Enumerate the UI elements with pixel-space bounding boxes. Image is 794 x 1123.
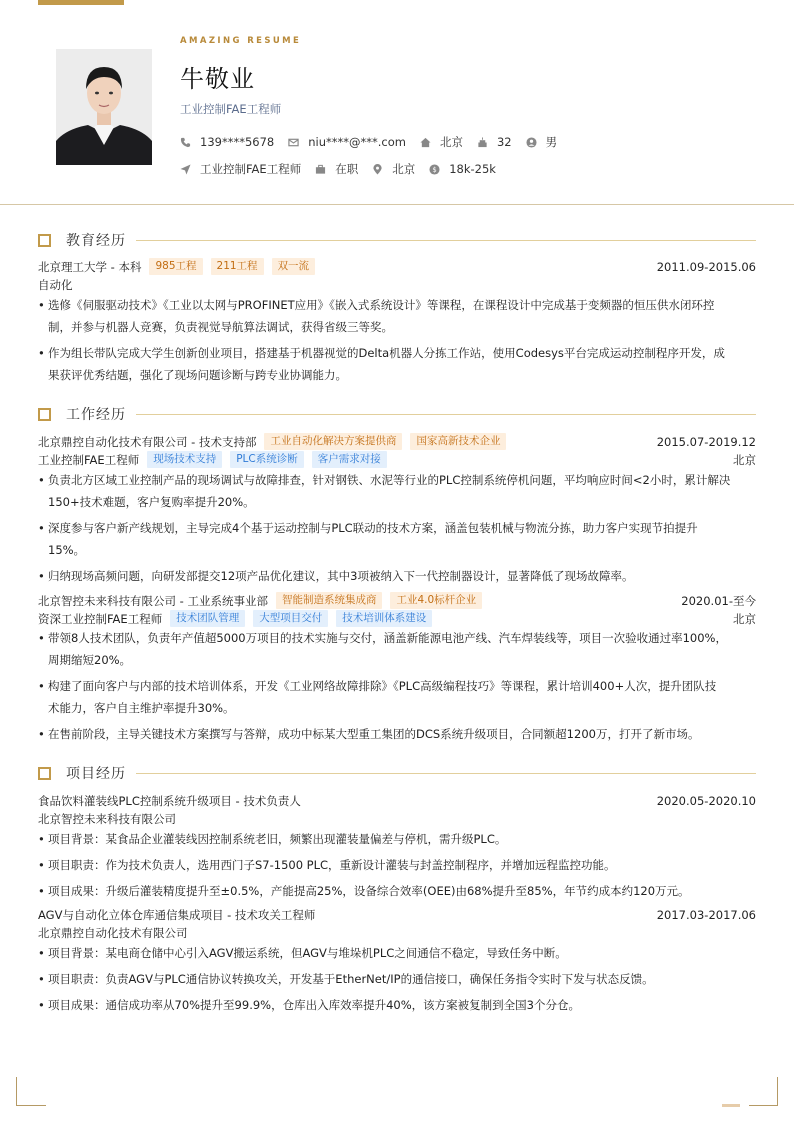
city-item <box>420 134 463 150</box>
project-1-org-row <box>38 811 756 827</box>
corner-decoration-left <box>16 1077 46 1106</box>
section-rule <box>136 414 756 415</box>
list-item: • 构建了面向客户与内部的技术培训体系，开发《工业网络故障排除》《PLC高级编程技巧》等课程，累计培训400+人次，提升团队技 术能力，客户自主维护率提升30%。 <box>38 679 717 715</box>
role-name: 工业控制FAE工程师 <box>38 452 140 467</box>
contact-row-1 <box>180 134 571 150</box>
company-name: 北京鼎控自动化技术有限公司 - 技术支持部 <box>38 434 257 449</box>
company-tag: 国家高新技术企业 <box>410 433 506 450</box>
list-item: • 作为组长带队完成大学生创新创业项目，搭建基于机器视觉的Delta机器人分拣工作站，使用Codesys平台完成运动控制程序开发，成 果获评优秀结题，强化了现场问题诊断与跨专业协调能力。 <box>38 346 725 382</box>
coin-icon <box>429 164 440 175</box>
project-org: 北京智控未来科技有限公司 <box>38 812 176 826</box>
list-item: • 项目职责：负责AGV与PLC通信协议转换攻关，开发基于EtherNet/IP的通信接口，确保任务指令实时下发与状态反馈。 <box>38 972 654 986</box>
list-item: • 项目职责：作为技术负责人，选用西门子S7-1500 PLC，重新设计灌装与封盖控制程序，并增加远程监控功能。 <box>38 858 616 872</box>
work-1-header <box>38 433 756 450</box>
mail-icon <box>288 137 299 148</box>
section-education <box>38 231 756 249</box>
education-major: 自动化 <box>38 278 73 292</box>
work-city: 北京 <box>733 452 756 467</box>
work-city: 北京 <box>733 611 756 626</box>
project-2-header <box>38 907 756 923</box>
salary-item <box>429 162 496 176</box>
school-tag: 211工程 <box>211 258 264 275</box>
age-item <box>477 135 512 149</box>
work-2-header <box>38 592 756 609</box>
location-pin-icon <box>372 164 383 175</box>
role-tag: PLC系统诊断 <box>230 451 304 468</box>
list-item: • 选修《伺服驱动技术》《工业以太网与PROFINET应用》《嵌入式系统设计》等课程，在课程设计中完成基于变频器的恒压供水闭环控 制，并参与机器人竞赛，负责视觉导航算法调试，获得省级三等奖。 <box>38 298 715 334</box>
section-rule <box>136 240 756 241</box>
briefcase-icon <box>315 164 326 175</box>
gender-value: 男 <box>545 135 558 149</box>
role-tag: 技术培训体系建设 <box>336 610 432 627</box>
top-accent-bar <box>38 0 124 5</box>
list-item: • 项目成果：通信成功率从70%提升至99.9%，仓库出入库效率提升40%，该方案被复制到全国3个分仓。 <box>38 998 580 1012</box>
user-circle-icon <box>526 137 537 148</box>
education-header <box>38 258 756 275</box>
phone-value: 139****5678 <box>200 135 275 149</box>
project-org: 北京鼎控自动化技术有限公司 <box>38 926 188 940</box>
brand-label: AMAZING RESUME <box>180 36 302 46</box>
project-1-header <box>38 793 756 809</box>
salary-value: 18k-25k <box>449 162 496 176</box>
role-tag: 技术团队管理 <box>170 610 245 627</box>
role-tag: 客户需求对接 <box>312 451 387 468</box>
email-value: niu****@***.com <box>308 135 406 149</box>
job-target-value: 工业控制FAE工程师 <box>200 162 302 176</box>
work-2-role <box>38 610 756 627</box>
footer-accent-bar <box>722 1104 740 1107</box>
city-value: 北京 <box>439 135 463 149</box>
section-title: 工作经历 <box>66 407 126 423</box>
company-name: 北京智控未来科技有限公司 - 工业系统事业部 <box>38 593 268 608</box>
education-date: 2011.09-2015.06 <box>656 259 756 274</box>
work-1-role <box>38 451 756 468</box>
corner-decoration-right <box>749 1077 778 1106</box>
header-divider <box>0 204 794 205</box>
work-date: 2015.07-2019.12 <box>656 434 756 449</box>
phone-icon <box>180 137 191 148</box>
school-tag: 双一流 <box>272 258 316 275</box>
list-item: • 项目背景：某电商仓储中心引入AGV搬运系统，但AGV与堆垛机PLC之间通信不稳定，导致任务中断。 <box>38 946 567 960</box>
candidate-name: 牛敬业 <box>180 65 255 93</box>
cake-icon <box>477 137 488 148</box>
role-name: 资深工业控制FAE工程师 <box>38 611 163 626</box>
list-item: • 带领8人技术团队，负责年产值超5000万项目的技术实施与交付，涵盖新能源电池产线、汽车焊装线等，项目一次验收通过率100%， 周期缩短20%。 <box>38 631 727 667</box>
project-date: 2020.05-2020.10 <box>656 794 756 808</box>
company-tag: 智能制造系统集成商 <box>276 592 383 609</box>
section-title: 项目经历 <box>66 766 126 782</box>
avatar <box>56 49 152 165</box>
section-title: 教育经历 <box>66 233 126 249</box>
school-name: 北京理工大学 - 本科 <box>38 259 142 274</box>
job-target-item <box>180 161 301 177</box>
list-item: • 归纳现场高频问题，向研发部提交12项产品优化建议，其中3项被纳入下一代控制器设计，显著降低了现场故障率。 <box>38 569 634 583</box>
status-item <box>315 161 358 177</box>
role-tag: 大型项目交付 <box>253 610 328 627</box>
contact-row-2 <box>180 161 510 177</box>
company-tag: 工业4.0标杆企业 <box>390 592 482 609</box>
project-title: AGV与自动化立体仓库通信集成项目 - 技术攻关工程师 <box>38 908 316 922</box>
age-value: 32 <box>496 135 512 149</box>
location-value: 北京 <box>392 162 416 176</box>
list-item: • 深度参与客户新产线规划，主导完成4个基于运动控制与PLC联动的技术方案，涵盖包装机械与物流分拣，助力客户实现节拍提升 15%。 <box>38 521 698 557</box>
company-tag: 工业自动化解决方案提供商 <box>264 433 402 450</box>
email-item <box>288 135 406 149</box>
phone-item <box>180 135 274 149</box>
list-item: • 在售前阶段，主导关键技术方案撰写与答辩，成功中标某大型重工集团的DCS系统升级项目，合同额超1200万，打开了新市场。 <box>38 727 700 741</box>
section-work <box>38 405 756 423</box>
project-title: 食品饮料灌装线PLC控制系统升级项目 - 技术负责人 <box>38 794 301 808</box>
list-item: • 项目成果：升级后灌装精度提升至±0.5%，产能提高25%，设备综合效率(OEE)由68%提升至85%，年节约成本约120万元。 <box>38 884 690 898</box>
role-tag: 现场技术支持 <box>147 451 222 468</box>
project-2-org-row <box>38 925 756 941</box>
work-date: 2020.01-至今 <box>681 593 756 608</box>
list-item: • 项目背景：某食品企业灌装线因控制系统老旧，频繁出现灌装量偏差与停机，需升级PLC。 <box>38 832 507 846</box>
section-rule <box>136 773 756 774</box>
location-item <box>372 161 415 177</box>
section-projects <box>38 764 756 782</box>
list-item: • 负责北方区域工业控制产品的现场调试与故障排查，针对钢铁、水泥等行业的PLC控制系统停机问题，平均响应时间<2小时，累计解决 150+技术难题，客户复购率提升20%。 <box>38 473 731 509</box>
candidate-title: 工业控制FAE工程师 <box>180 102 282 116</box>
project-date: 2017.03-2017.06 <box>656 908 756 922</box>
svg-text:$: $ <box>432 165 437 174</box>
status-value: 在职 <box>335 162 359 176</box>
section-marker-icon <box>38 408 51 421</box>
school-tag: 985工程 <box>149 258 202 275</box>
section-marker-icon <box>38 767 51 780</box>
send-icon <box>180 164 191 175</box>
home-icon <box>420 137 431 148</box>
gender-item <box>526 134 558 150</box>
education-major-row <box>38 277 756 293</box>
section-marker-icon <box>38 234 51 247</box>
